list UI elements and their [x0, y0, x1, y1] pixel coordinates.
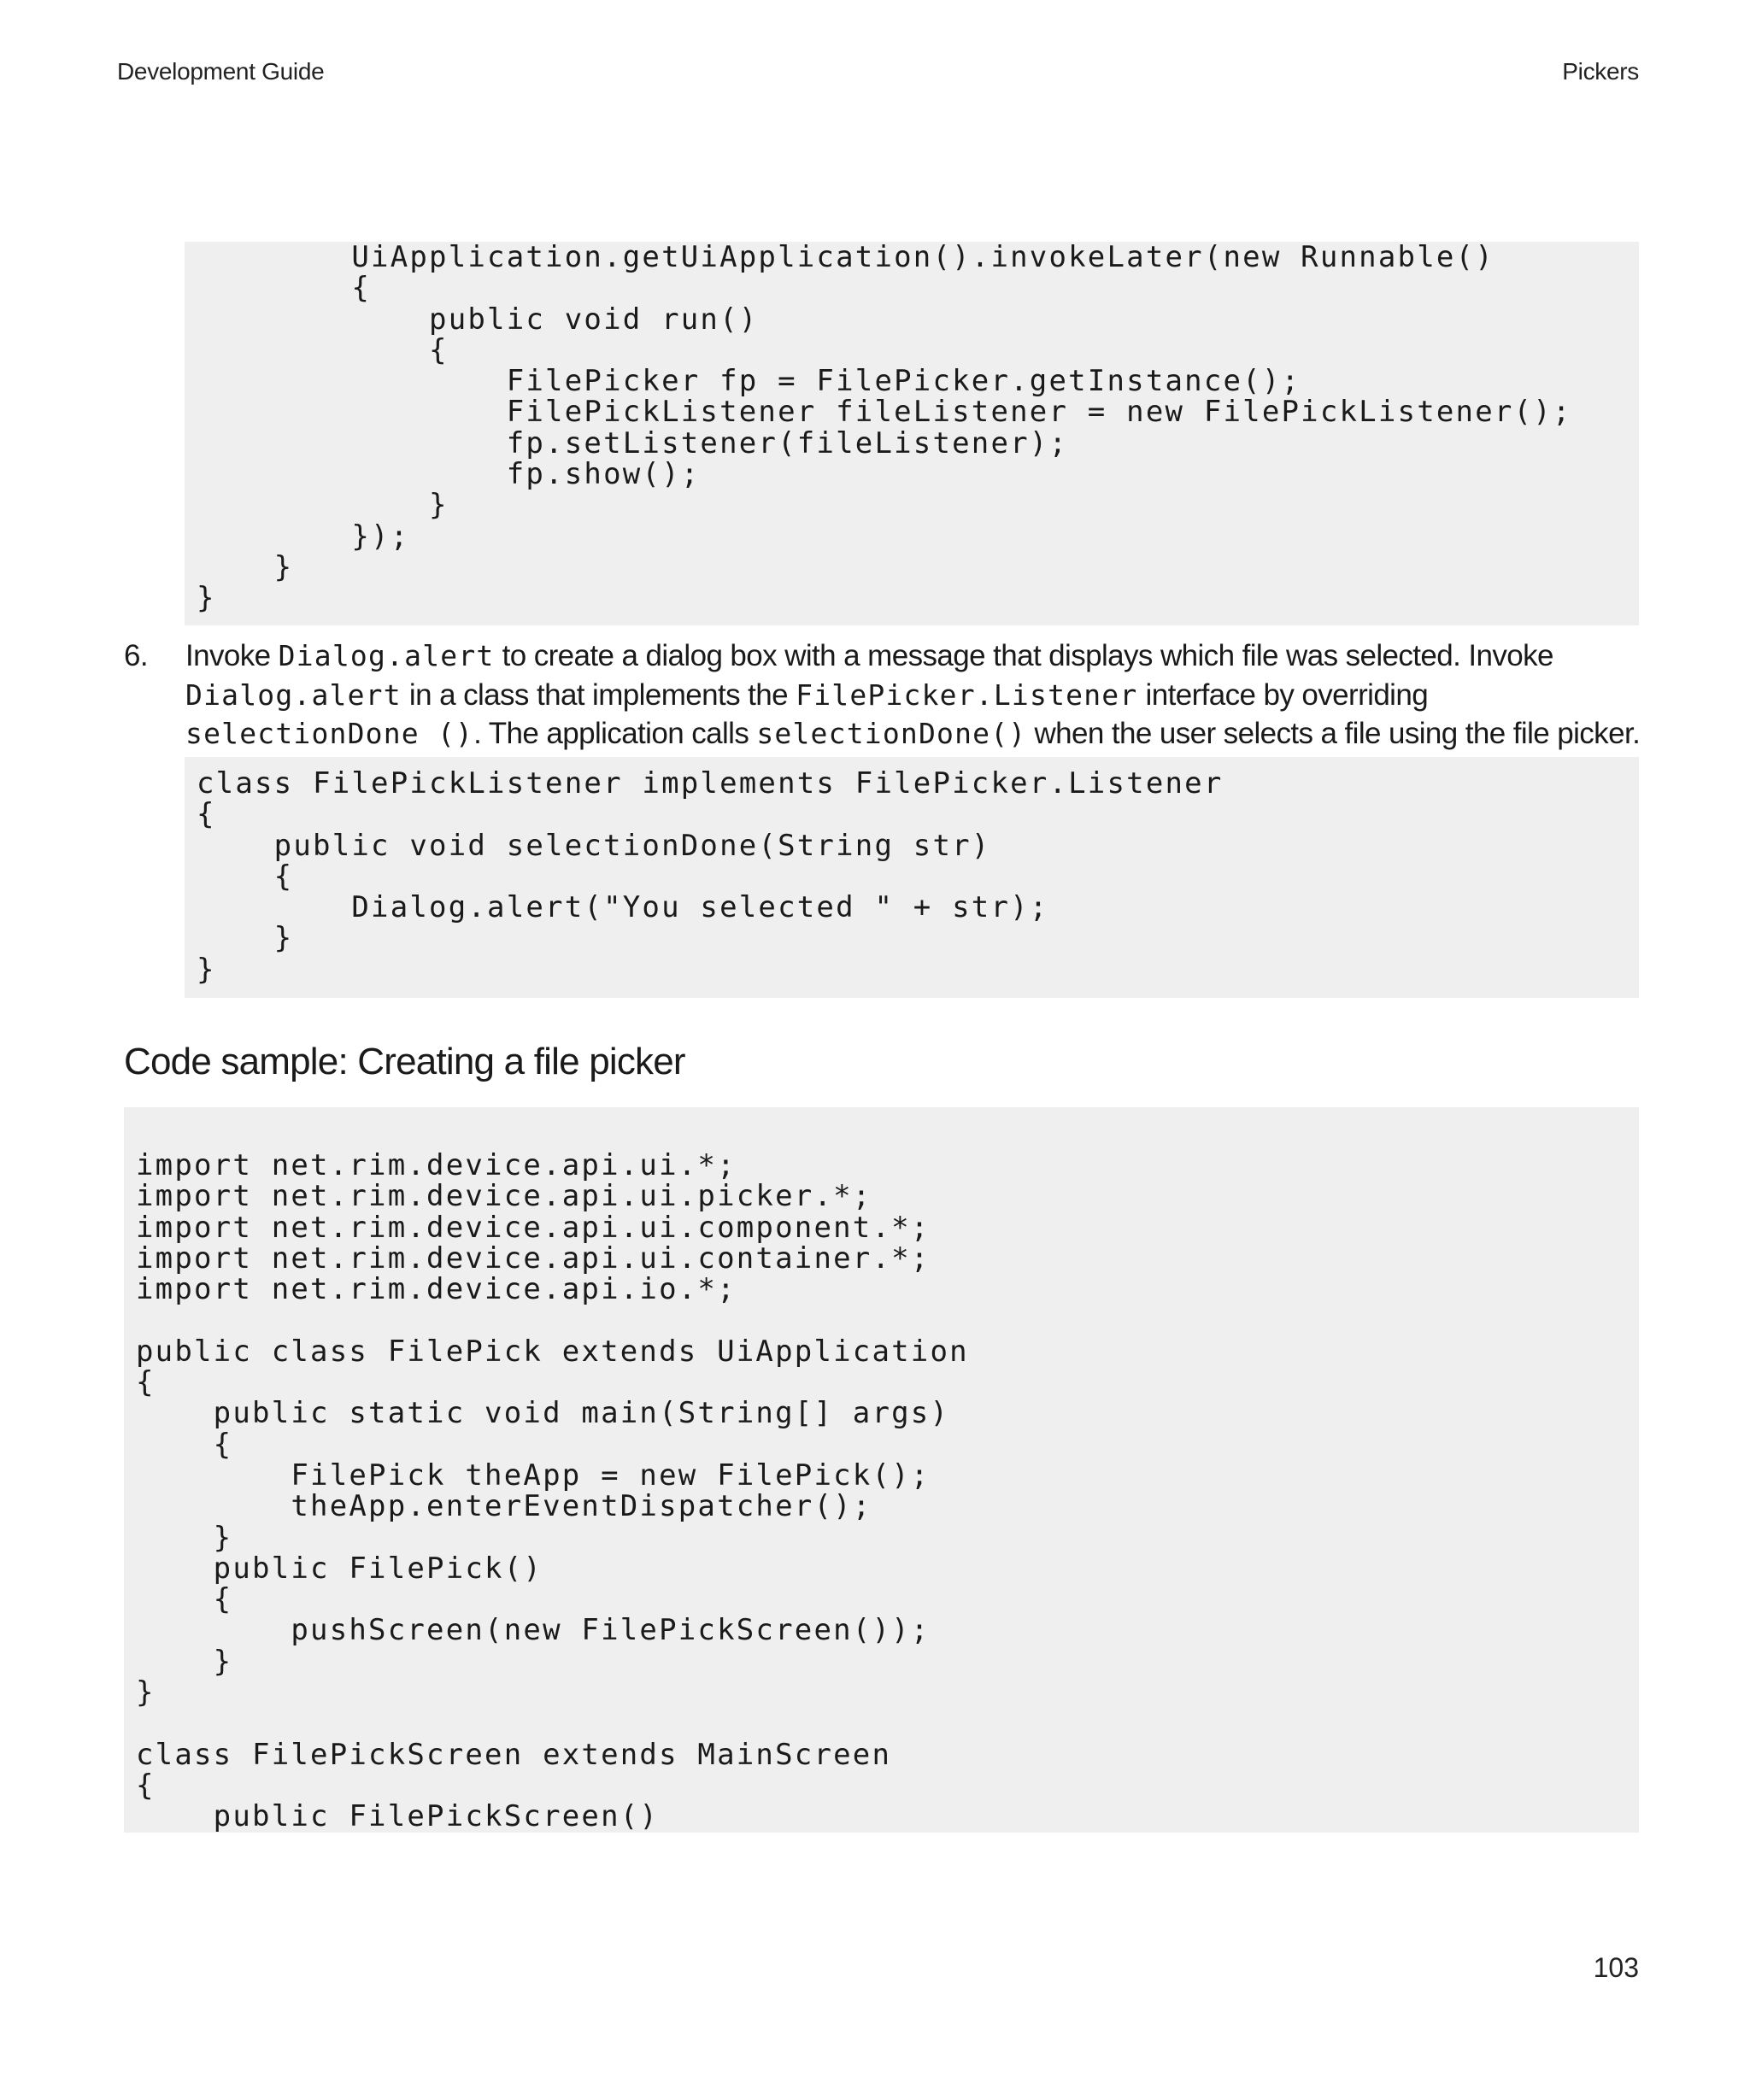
running-header-section: Pickers	[1562, 58, 1639, 85]
inline-code: selectionDone ()	[185, 717, 474, 750]
code-text: UiApplication.getUiApplication().invokeLater(new Runnable() { public void run() { FilePicker fp = FilePicker.getInstance(); FilePickListener fileListener = new FilePickListener(); fp.setListener(fileListener); fp.show(); } }); } }	[197, 242, 1572, 616]
section-heading: Code sample: Creating a file picker	[124, 1041, 685, 1082]
code-block-sample	[124, 1107, 1639, 1833]
step-text-part: when the user selects a file using the file picker.	[1026, 717, 1641, 750]
code-block-filepicklistener	[185, 757, 1639, 998]
step-text-part: interface by overriding	[1137, 678, 1429, 712]
inline-code: selectionDone()	[756, 717, 1027, 750]
step-text-part: to create a dialog box with a message that displays which file was selected. Invoke	[494, 639, 1553, 672]
page-number: 103	[1593, 1952, 1639, 1983]
step-text	[185, 636, 1642, 754]
code-block-run-filepicker	[185, 242, 1639, 625]
step-text-part: Invoke	[185, 639, 279, 672]
step-text-part: . The application calls	[473, 717, 757, 750]
inline-code: Dialog.alert	[278, 639, 495, 672]
code-text: class FilePickListener implements FilePicker.Listener { public void selectionDone(String str) { Dialog.alert("You selected " + str); } }	[197, 766, 1224, 987]
inline-code: FilePicker.Listener	[796, 678, 1138, 712]
step-number: 6.	[124, 639, 148, 672]
code-text: import net.rim.device.api.ui.*; import net.rim.device.api.ui.picker.*; import net.rim.device.api.ui.component.*; import net.rim.device.api.ui.container.*; import net.rim.device.api.io.*; public class FilePick extends UiApplication { public static void main(String[] args) { FilePick theApp = new FilePick(); theApp.enterEventDispatcher(); } public FilePick() { pushScreen(new FilePickScreen()); } } class FilePickScreen extends MainScreen { public FilePickScreen()	[136, 1148, 969, 1833]
step-text-part: in a class that implements the	[401, 678, 796, 712]
inline-code: Dialog.alert	[185, 678, 402, 712]
running-header-title: Development Guide	[117, 58, 325, 85]
